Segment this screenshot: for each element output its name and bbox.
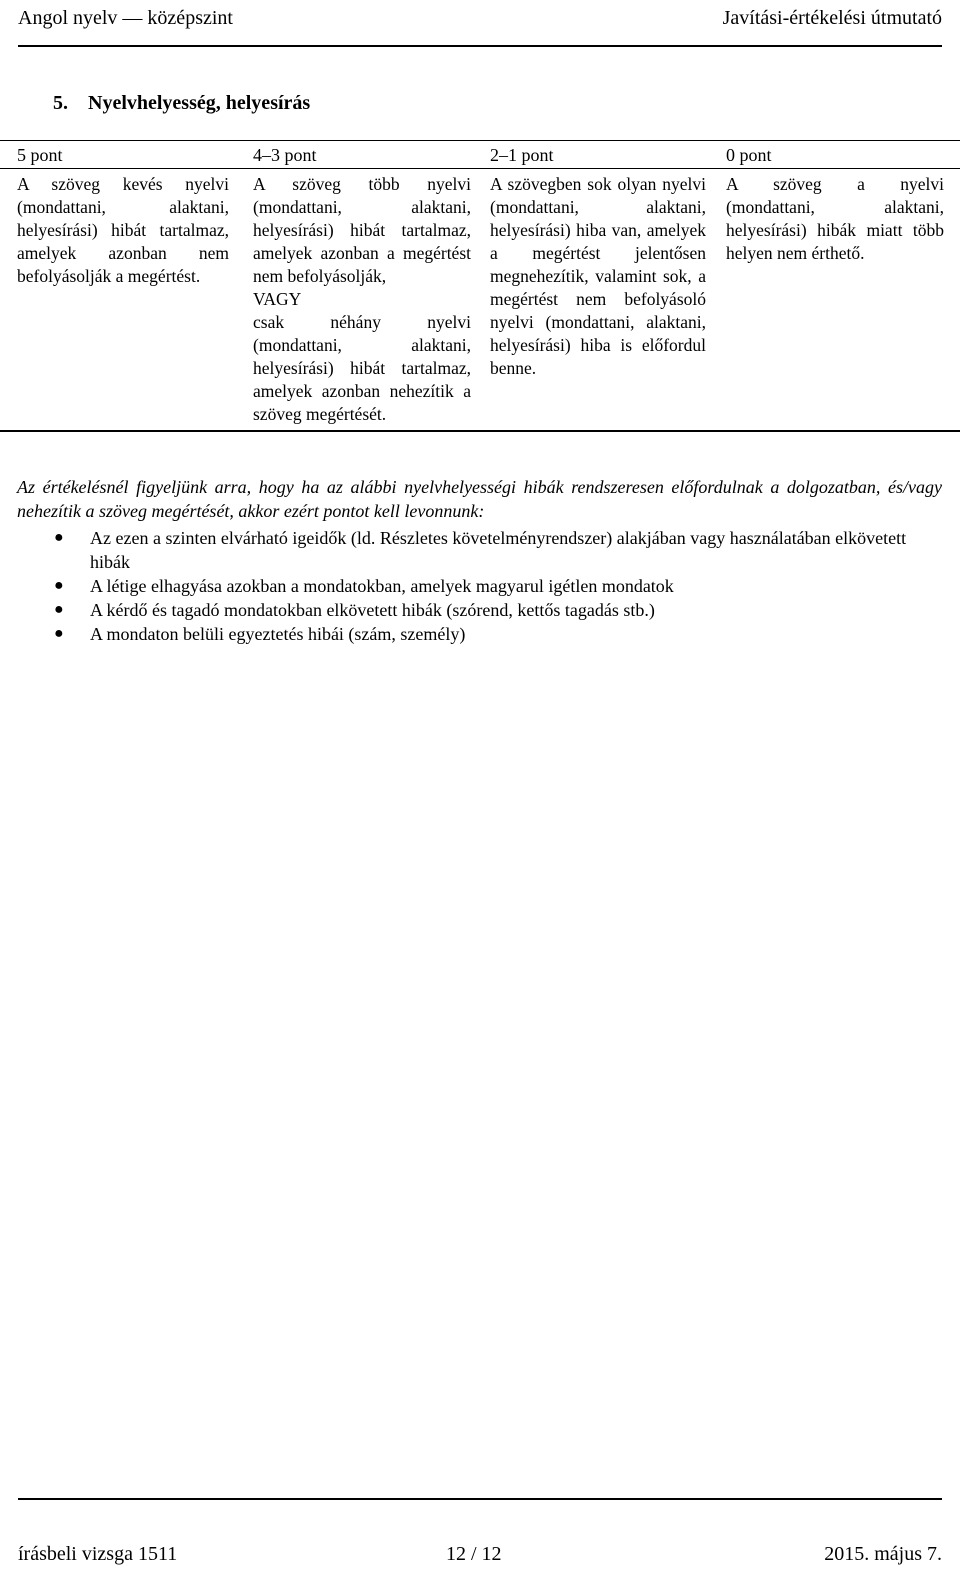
criterion-text: A szövegben sok olyan nyelvi (mondattani, alaktani, helyesírási) hiba van, amelyek a megértést jelentősen megnehezítik, valamint sok, a megértést nem befolyásoló nyelvi (mondattani, alaktani, helyesírási) hiba is előfordul benne. bbox=[490, 174, 706, 378]
table-header-row bbox=[0, 141, 960, 169]
footer-date: 2015. május 7. bbox=[824, 1543, 942, 1565]
section-number: 5. bbox=[53, 92, 68, 114]
column-header-4-3-points: 4–3 pont bbox=[253, 141, 490, 169]
error-list bbox=[54, 526, 942, 646]
scoring-table bbox=[0, 140, 960, 432]
column-header-0-points: 0 pont bbox=[726, 141, 960, 169]
list-item-text: A kérdő és tagadó mondatokban elkövetett hibák (szórend, kettős tagadás stb.) bbox=[90, 600, 655, 620]
table-cell-5-points bbox=[0, 169, 253, 432]
list-item bbox=[54, 574, 942, 598]
criterion-text: A szöveg több nyelvi (mondattani, alaktani, helyesírási) hibát tartalmaz, amelyek azonban a megértést nem befolyásolják, VAGY csak néhány nyelvi (mondattani, alaktani, helyesírási) hibát tartalmaz, amelyek azonban nehezítik a szöveg megértését. bbox=[253, 174, 471, 424]
column-header-2-1-points: 2–1 pont bbox=[490, 141, 726, 169]
header-divider bbox=[18, 45, 942, 47]
bullet-icon: ● bbox=[54, 529, 64, 546]
section-heading bbox=[53, 92, 310, 115]
table-row bbox=[0, 169, 960, 432]
table-cell-2-1-points bbox=[490, 169, 726, 432]
bullet-icon: ● bbox=[54, 625, 64, 642]
list-item bbox=[54, 526, 942, 574]
bullet-icon: ● bbox=[54, 601, 64, 618]
bullet-icon: ● bbox=[54, 577, 64, 594]
page-footer bbox=[18, 1543, 942, 1571]
page-header bbox=[18, 0, 942, 36]
table-cell-0-points bbox=[726, 169, 960, 432]
list-item bbox=[54, 598, 942, 622]
table-cell-4-3-points bbox=[253, 169, 490, 432]
list-item-text: A mondaton belüli egyeztetés hibái (szám, személy) bbox=[90, 624, 466, 644]
footer-exam-code: írásbeli vizsga 1511 bbox=[18, 1543, 178, 1565]
column-header-5-points: 5 pont bbox=[0, 141, 253, 169]
page-number: 12 / 12 bbox=[446, 1543, 502, 1565]
criterion-text: A szöveg a nyelvi (mondattani, alaktani, helyesírási) hibák miatt több helyen nem érthető. bbox=[726, 174, 944, 263]
list-item bbox=[54, 622, 942, 646]
header-guide-title: Javítási-értékelési útmutató bbox=[722, 6, 942, 29]
header-subject: Angol nyelv — középszint bbox=[18, 6, 233, 29]
assessment-note: Az értékelésnél figyeljünk arra, hogy ha az alábbi nyelvhelyességi hibák rendszeresen előfordulnak a dolgozatban, és/vagy nehezítik a szöveg megértését, akkor ezért pontot kell levonnunk: bbox=[17, 477, 942, 521]
footer-divider bbox=[18, 1498, 942, 1500]
section-title: Nyelvhelyesség, helyesírás bbox=[88, 92, 311, 114]
list-item-text: A létige elhagyása azokban a mondatokban, amelyek magyarul igétlen mondatok bbox=[90, 576, 674, 596]
criterion-text: A szöveg kevés nyelvi (mondattani, alaktani, helyesírási) hibát tartalmaz, amelyek azonban nem befolyásolják a megértést. bbox=[17, 174, 229, 286]
list-item-text: Az ezen a szinten elvárható igeidők (ld. Részletes követelményrendszer) alakjában vagy használatában elkövetett hibák bbox=[90, 528, 907, 572]
